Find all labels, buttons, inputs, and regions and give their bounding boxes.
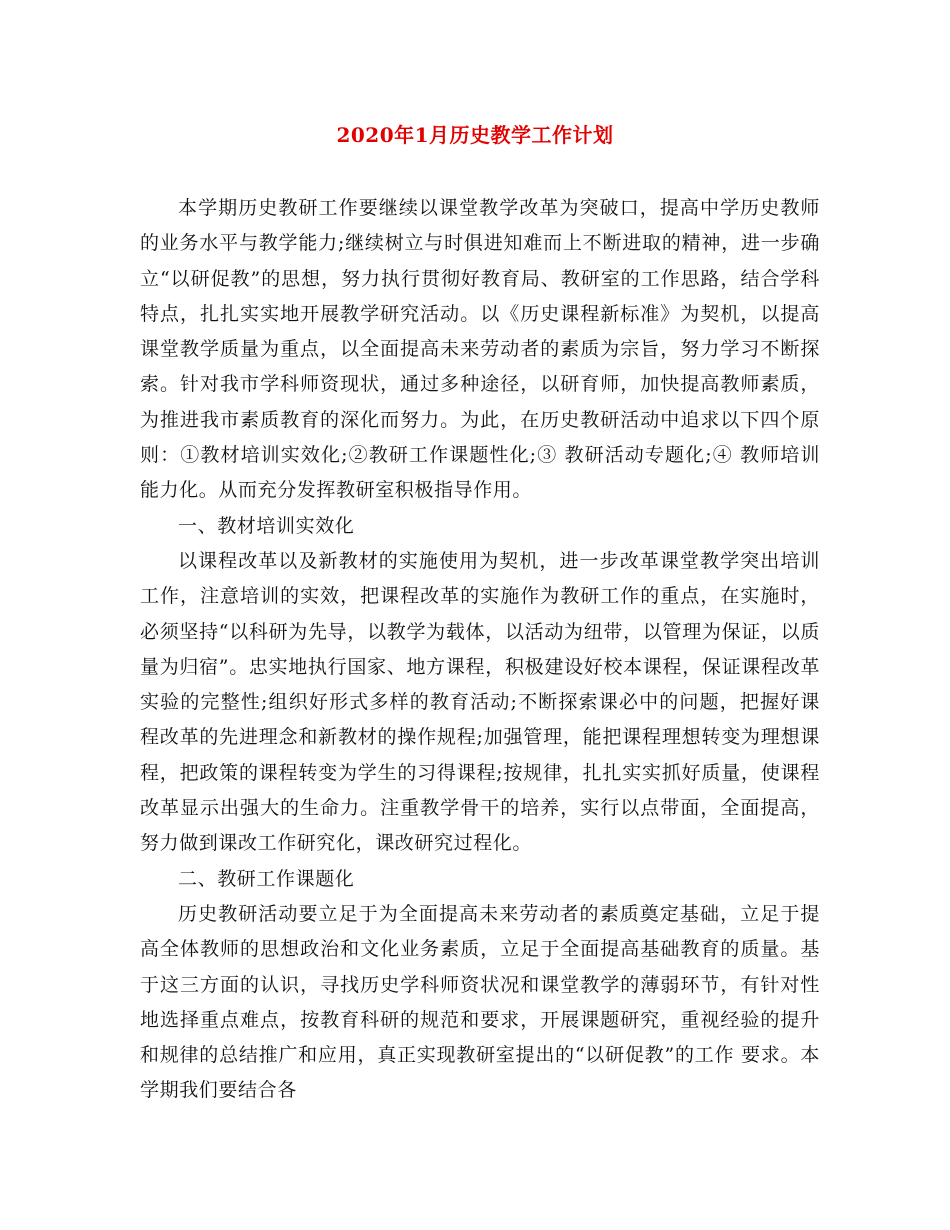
intro-paragraph: 本学期历史教研工作要继续以课堂教学改革为突破口，提高中学历史教师的业务水平与教学能力;继续树立与时俱进知难而上不断进取的精神，进一步确立“以研促教”的思想，努力执行贯彻好教育局、教研室的工作思路，结合学科特点，扎扎实实地开展教学研究活动。以《历史课程新标准》为契机，以提高课堂教学质量为重点，以全面提高未来劳动者的素质为宗旨，努力学习不断探索。针对我市学科师资现状，通过多种途径，以研育师，加快提高教师素质，为推进我市素质教育的深化而努力。为此，在历史教研活动中追求以下四个原则：①教材培训实效化;②教研工作课题性化;③ 教研活动专题化;④ 教师培训能力化。从而充分发挥教研室积极指导作用。 — [140, 197, 820, 502]
section-2-paragraph: 历史教研活动要立足于为全面提高未来劳动者的素质奠定基础，立足于提高全体教师的思想政治和文化业务素质，立足于全面提高基础教育的质量。基于这三方面的认识，寻找历史学科师资状况和课堂教学的薄弱环节，有针对性地选择重点难点，按教育科研的规范和要求，开展课题研究，重视经验的提升和规律的总结推广和应用，真正实现教研室提出的“以研促教”的工作 要求。本学期我们要结合各 — [140, 902, 820, 1102]
section-1-paragraph: 以课程改革以及新教材的实施使用为契机，进一步改革课堂教学突出培训工作，注意培训的实效，把课程改革的实施作为教研工作的重点，在实施时，必须坚持“以科研为先导，以教学为载体，以活动为纽带，以管理为保证，以质量为归宿”。忠实地执行国家、地方课程，积极建设好校本课程，保证课程改革实验的完整性;组织好形式多样的教育活动;不断探索课必中的问题，把握好课程改革的先进理念和新教材的操作规程;加强管理，能把课程理想转变为理想课程，把政策的课程转变为学生的习得课程;按规律，扎扎实实抓好质量，使课程改革显示出强大的生命力。注重教学骨干的培养，实行以点带面，全面提高，努力做到课改工作研究化，课改研究过程化。 — [140, 549, 820, 855]
section-heading-1: 一、教材培训实效化 — [178, 514, 355, 537]
document-title: 2020年1月历史教学工作计划 — [336, 123, 614, 147]
section-heading-2: 二、教研工作课题化 — [178, 867, 355, 890]
document-body — [140, 191, 820, 1109]
